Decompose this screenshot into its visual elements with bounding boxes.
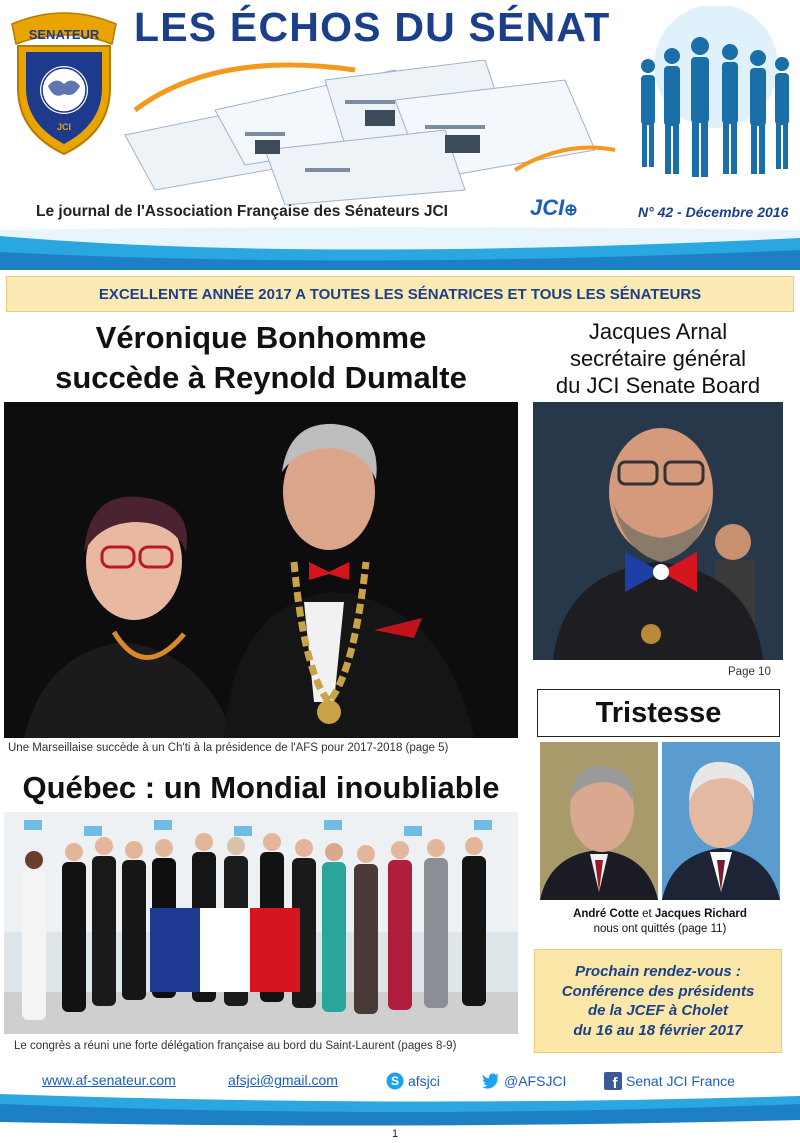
twitter-link[interactable]: [482, 1072, 566, 1090]
main-headline-line2: succède à Reynold Dumalte: [55, 360, 467, 395]
tristesse-names: [540, 908, 780, 920]
email-link[interactable]: [228, 1072, 338, 1088]
jci-logo: [530, 195, 578, 221]
side-headline-line3: du JCI Senate Board: [555, 373, 761, 398]
main-photo-caption: Une Marseillaise succède à un Ch'ti à la présidence de l'AFS pour 2017-2018 (page 5): [8, 742, 449, 754]
side-page-ref: Page 10: [728, 666, 771, 678]
jci-logo-text: JCI: [530, 195, 565, 220]
next-event-line3: de la JCEF à Cholet: [587, 1002, 729, 1019]
svg-text:S: S: [390, 1074, 400, 1088]
new-year-banner: [6, 276, 794, 312]
facebook-link[interactable]: [604, 1072, 735, 1090]
quebec-delegation-photo: [4, 812, 518, 1034]
newspapers-illustration: [95, 40, 615, 205]
jci-globe-icon: ⊕: [564, 202, 578, 219]
skype-link[interactable]: [386, 1072, 440, 1090]
logo-sub-text: JCI: [56, 122, 72, 132]
side-headline-line1: Jacques Arnal: [588, 319, 728, 344]
issue-number: N° 42 - Décembre 2016: [638, 204, 789, 220]
skype-handle[interactable]: afsjci: [408, 1073, 440, 1089]
skype-icon: [386, 1072, 404, 1090]
jacques-richard-photo: [662, 742, 780, 900]
next-event-line1: Prochain rendez-vous :: [575, 963, 741, 980]
newsletter-title: LES ÉCHOS DU SÉNAT: [134, 4, 611, 50]
tristesse-name-b: Jacques Richard: [654, 908, 747, 920]
main-headline: [4, 318, 518, 398]
tristesse-name-a: André Cotte: [573, 908, 639, 920]
tristesse-caption: nous ont quittés (page 11): [593, 923, 727, 935]
andre-cotte-photo: [540, 742, 658, 900]
website-link[interactable]: [42, 1072, 176, 1088]
facebook-icon: [604, 1072, 622, 1090]
footer-wave: [0, 1090, 800, 1130]
side-headline-line2: secrétaire général: [569, 346, 747, 371]
presidents-photo: [4, 402, 518, 738]
email-link-text[interactable]: afsjci@gmail.com: [228, 1072, 338, 1088]
website-link-text[interactable]: www.af-senateur.com: [42, 1072, 176, 1088]
banner-text: EXCELLENTE ANNÉE 2017 A TOUTES LES SÉNATRICES ET TOUS LES SÉNATEURS: [98, 285, 702, 303]
tristesse-names-and: et: [638, 908, 655, 920]
header-wave: [0, 222, 800, 270]
twitter-icon: [482, 1072, 500, 1090]
next-event-line2: Conférence des présidents: [561, 982, 755, 1000]
side-headline: [532, 318, 784, 399]
jacques-arnal-photo: [533, 402, 783, 660]
quebec-headline: Québec : un Mondial inoubliable: [22, 770, 500, 805]
quebec-photo-caption: Le congrès a réuni une forte délégation française au bord du Saint-Laurent (pages 8-9): [14, 1040, 457, 1052]
page-number: 1: [392, 1128, 399, 1140]
main-headline-line1: Véronique Bonhomme: [95, 320, 427, 355]
french-flag: [150, 908, 300, 992]
newsletter-subtitle: Le journal de l'Association Française des Sénateurs JCI: [36, 203, 448, 220]
next-event-line4: du 16 au 18 février 2017: [573, 1021, 743, 1039]
svg-text:f: f: [612, 1075, 618, 1090]
businesspeople-silhouettes: [632, 6, 800, 196]
facebook-page-name[interactable]: Senat JCI France: [626, 1073, 735, 1089]
logo-text: SENATEUR: [28, 27, 100, 42]
tristesse-title: Tristesse: [537, 689, 780, 737]
next-event-box: [534, 949, 782, 1053]
twitter-handle[interactable]: @AFSJCI: [504, 1073, 567, 1089]
masthead: [0, 0, 800, 270]
